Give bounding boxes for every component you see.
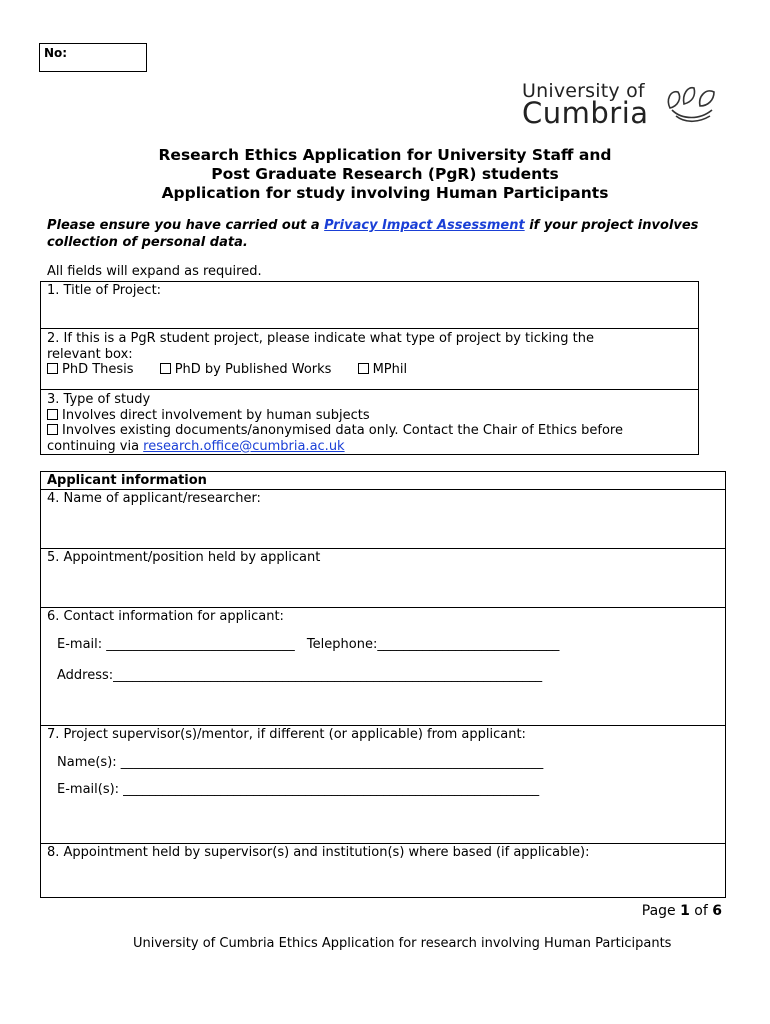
contact-information-cell xyxy=(41,607,726,725)
option-phd-thesis[interactable] xyxy=(47,362,134,377)
checkbox-icon[interactable] xyxy=(358,363,369,374)
option-label: MPhil xyxy=(372,362,408,377)
checkbox-icon[interactable] xyxy=(47,363,58,374)
q8-label: 8. Appointment held by supervisor(s) and institution(s) where based (if applicable): xyxy=(47,844,590,860)
supervisor-appointment-field[interactable] xyxy=(41,843,726,897)
page-current: 1 xyxy=(680,903,690,919)
research-office-email-link[interactable]: research.office@cumbria.ac.uk xyxy=(143,438,345,454)
checkbox-icon[interactable] xyxy=(47,409,58,420)
expand-note: All fields will expand as required. xyxy=(47,264,262,279)
document-title xyxy=(0,146,770,203)
checkbox-icon[interactable] xyxy=(47,424,58,435)
contact-email-phone-row xyxy=(57,637,719,653)
title-line-1: Research Ethics Application for University Staff and xyxy=(158,146,612,164)
applicant-position-field[interactable] xyxy=(41,548,726,607)
project-details-table xyxy=(40,281,699,455)
q3-title: 3. Type of study xyxy=(47,392,151,407)
reference-number-label: No: xyxy=(44,46,68,60)
applicant-heading: Applicant information xyxy=(47,473,207,488)
leaf-emblem-icon xyxy=(662,80,722,124)
q2-line-1: 2. If this is a PgR student project, please indicate what type of project by ticking the xyxy=(47,331,594,346)
page-number xyxy=(642,903,722,919)
title-line-2: Post Graduate Research (PgR) students xyxy=(211,165,559,183)
address-field[interactable]: Address:__________________________________________________________________ xyxy=(57,667,543,683)
option-label: Involves existing documents/anonymised data only. Contact the Chair of Ethics before xyxy=(62,423,623,438)
title-line-3: Application for study involving Human Participants xyxy=(161,184,609,202)
q6-label: 6. Contact information for applicant: xyxy=(47,608,284,624)
applicant-name-field[interactable] xyxy=(41,489,726,548)
study-type-cell xyxy=(41,390,699,455)
q4-label: 4. Name of applicant/researcher: xyxy=(47,490,261,506)
project-type-cell xyxy=(41,329,699,390)
option-mphil[interactable] xyxy=(358,362,408,377)
telephone-field[interactable]: Telephone:____________________________ xyxy=(306,637,560,652)
option-label: PhD by Published Works xyxy=(174,362,332,377)
project-title-field[interactable] xyxy=(41,282,699,329)
page-prefix: Page xyxy=(641,903,681,919)
q2-options xyxy=(47,362,692,378)
notice-text-after: if your project involves collection of personal data. xyxy=(47,218,699,250)
logo-line-1: University of xyxy=(522,80,645,102)
q2-line-2: relevant box: xyxy=(47,346,133,362)
privacy-impact-assessment-link[interactable]: Privacy Impact Assessment xyxy=(324,218,525,233)
page-of: of xyxy=(689,903,713,919)
supervisor-names-field[interactable]: Name(s): _________________________________________________________________ xyxy=(57,755,544,770)
checkbox-icon[interactable] xyxy=(160,363,171,374)
applicant-information-table xyxy=(40,471,726,898)
page-total: 6 xyxy=(712,903,722,919)
privacy-notice xyxy=(47,217,707,251)
applicant-heading-cell xyxy=(41,472,726,490)
continuation-text: continuing via xyxy=(47,438,144,454)
option-label: PhD Thesis xyxy=(62,362,134,377)
footer-text: University of Cumbria Ethics Application for research involving Human Participants xyxy=(133,936,672,951)
q1-label: 1. Title of Project: xyxy=(47,283,162,298)
supervisor-cell xyxy=(41,725,726,843)
notice-text-before: Please ensure you have carried out a xyxy=(47,218,325,233)
q3-option-continuation xyxy=(47,439,692,455)
q5-label: 5. Appointment/position held by applicant xyxy=(47,549,321,565)
q3-option-existing[interactable] xyxy=(47,423,692,439)
q7-label: 7. Project supervisor(s)/mentor, if different (or applicable) from applicant: xyxy=(47,726,526,742)
email-field[interactable]: E-mail: _____________________________ xyxy=(57,637,295,652)
option-label: Involves direct involvement by human subjects xyxy=(62,407,370,423)
university-logo xyxy=(522,80,722,130)
option-phd-published-works[interactable] xyxy=(160,362,332,377)
supervisor-emails-field[interactable]: E-mail(s): ________________________________________________________________ xyxy=(57,781,540,797)
q3-option-direct[interactable] xyxy=(47,408,692,424)
logo-line-2: Cumbria xyxy=(522,96,649,130)
reference-number-box[interactable] xyxy=(39,43,147,72)
